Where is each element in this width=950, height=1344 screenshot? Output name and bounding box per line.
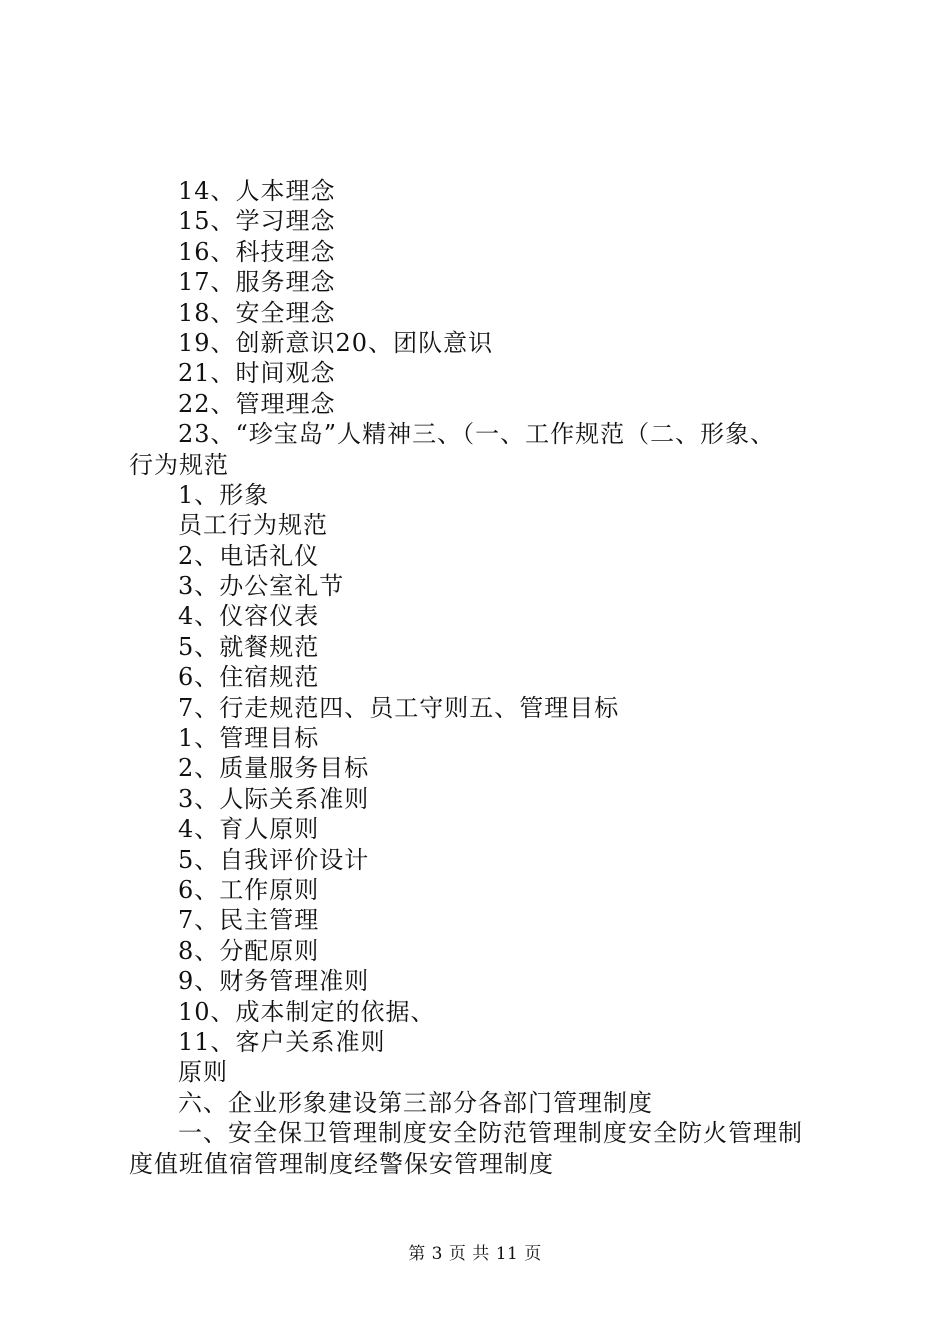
text-line: 6、住宿规范 (178, 663, 320, 692)
text-line: 4、育人原则 (178, 815, 320, 844)
text-line: 7、民主管理 (178, 906, 320, 935)
text-line: 18、安全理念 (178, 298, 336, 327)
text-line: 11、客户关系准则 (178, 1027, 386, 1056)
text-line: 21、时间观念 (178, 359, 336, 388)
text-line: 15、学习理念 (178, 207, 336, 236)
text-line: 19、创新意识20、团队意识 (178, 328, 494, 357)
text-line: 5、就餐规范 (178, 632, 320, 661)
text-line: 一、安全保卫管理制度安全防范管理制度安全防火管理制 (178, 1119, 803, 1148)
text-line: 14、人本理念 (178, 177, 336, 205)
text-line: 员工行为规范 (178, 511, 328, 540)
text-line: 1、形象 (178, 480, 270, 509)
text-line: 10、成本制定的依据、 (178, 997, 436, 1026)
text-line: 行为规范 (129, 450, 229, 479)
text-line: 3、人际关系准则 (178, 784, 370, 813)
text-line: 17、服务理念 (178, 268, 336, 297)
text-line: 9、财务管理准则 (178, 967, 370, 996)
text-line: 23、“珍宝岛”人精神三、（一、工作规范（二、形象、 (178, 420, 776, 449)
text-line: 7、行走规范四、员工守则五、管理目标 (178, 693, 620, 722)
text-line: 1、管理目标 (178, 724, 320, 753)
page-footer: 第 3 页 共 11 页 (408, 1244, 542, 1264)
text-line: 8、分配原则 (178, 936, 320, 965)
document-body (129, 176, 841, 1179)
text-line: 4、仪容仪表 (178, 602, 320, 631)
text-line: 原则 (178, 1058, 228, 1087)
text-line: 2、质量服务目标 (178, 754, 370, 783)
text-line: 3、办公室礼节 (178, 572, 345, 601)
text-line: 2、电话礼仪 (178, 541, 320, 570)
text-line: 22、管理理念 (178, 389, 336, 418)
text-line: 六、企业形象建设第三部分各部门管理制度 (178, 1088, 653, 1117)
text-line: 度值班值宿管理制度经警保安管理制度 (129, 1149, 554, 1178)
text-line: 5、自我评价设计 (178, 845, 370, 874)
text-line: 6、工作原则 (178, 875, 320, 904)
text-line: 16、科技理念 (178, 237, 336, 266)
